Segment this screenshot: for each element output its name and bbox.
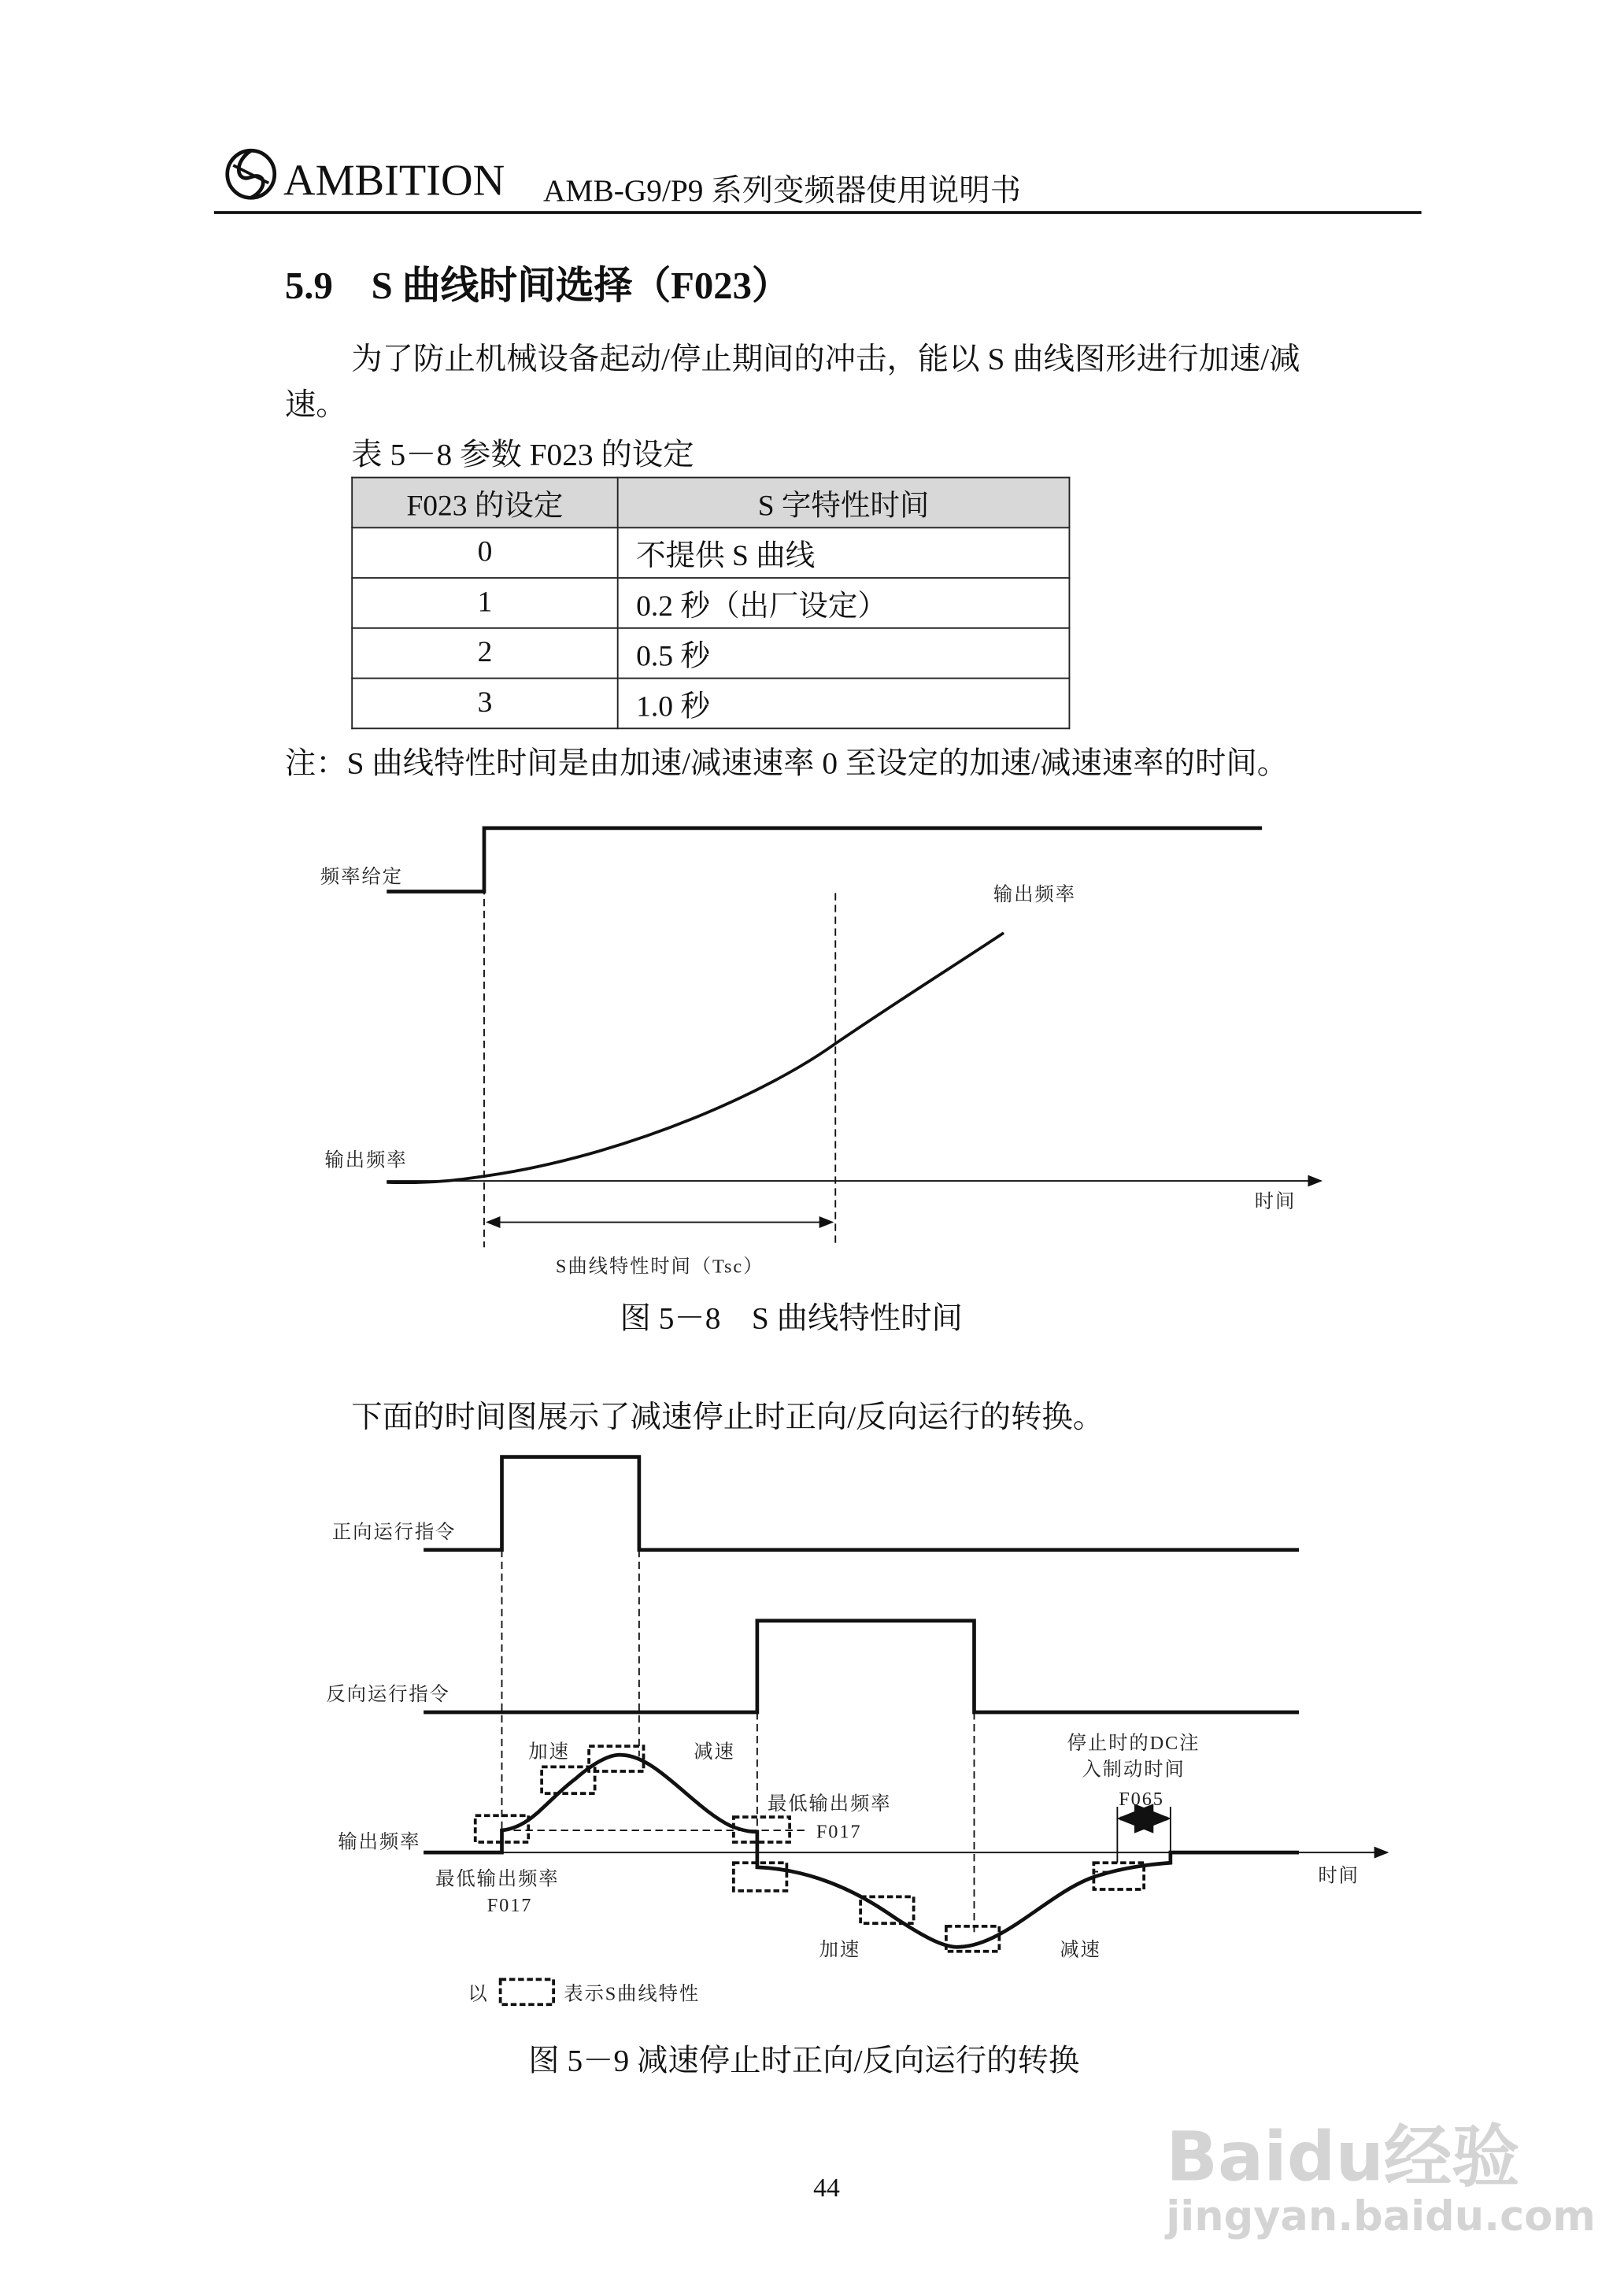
label-min-freq: 最低输出频率 — [768, 1793, 892, 1815]
label-reverse: 反向运行指令 — [326, 1684, 450, 1706]
figure-5-8 — [320, 828, 1321, 1277]
legend-text: 表示S曲线特性 — [564, 1983, 701, 2005]
label-accel: 加速 — [528, 1741, 570, 1763]
table-cell: 2 — [352, 628, 618, 679]
figure-caption: 图 5－9 减速停止时正向/反向运行的转换 — [528, 2043, 1080, 2078]
baidu-watermark: Baidu经验 — [1166, 2116, 1520, 2196]
output-frequency-curve — [387, 933, 1004, 1182]
label-forward: 正向运行指令 — [331, 1521, 457, 1543]
table-cell: 1.0 秒 — [618, 679, 1070, 729]
label-accel: 加速 — [819, 1939, 861, 1961]
reverse-command-signal — [424, 1621, 1299, 1712]
paragraph-line: 为了防止机械设备起动/停止期间的冲击，能以 S 曲线图形进行加速/减 — [351, 341, 1300, 377]
table-caption: 表 5－8 参数 F023 的设定 — [351, 437, 694, 472]
label-min-freq: 最低输出频率 — [435, 1868, 560, 1890]
label-output: 输出频率 — [338, 1831, 421, 1853]
label-dc-brake: 入制动时间 — [1082, 1759, 1186, 1781]
label-output-top: 输出频率 — [993, 883, 1076, 905]
figure-5-9 — [326, 1457, 1387, 2005]
table-cell: 0 — [352, 527, 618, 578]
table-cell: 0.2 秒（出厂设定） — [618, 578, 1070, 628]
paragraph: 下面的时间图展示了减速停止时正向/反向运行的转换。 — [351, 1399, 1104, 1435]
table-header-cell: S 字特性时间 — [618, 478, 1070, 528]
header-subtitle: AMB-G9/P9 系列变频器使用说明书 — [543, 172, 1022, 209]
label-decel: 减速 — [1060, 1939, 1101, 1961]
table-cell: 1 — [352, 578, 618, 628]
legend-marker — [501, 1979, 554, 2004]
label-output: 输出频率 — [324, 1149, 408, 1171]
label-freq-ref: 频率给定 — [320, 866, 403, 888]
label-time: 时间 — [1254, 1190, 1297, 1212]
table-cell: 3 — [352, 679, 618, 729]
figure-caption: 图 5－8 S 曲线特性时间 — [620, 1300, 963, 1336]
table-header-cell: F023 的设定 — [352, 478, 618, 528]
baidu-watermark-url: jingyan.baidu.com — [1166, 2192, 1596, 2241]
table-note: 注：S 曲线特性时间是由加速/减速速率 0 至设定的加速/减速速率的时间。 — [284, 745, 1289, 781]
label-tsc: S曲线特性时间（Tsc） — [555, 1256, 764, 1278]
forward-command-signal — [424, 1457, 1299, 1550]
legend-prefix: 以 — [468, 1983, 489, 2005]
label-f017: F017 — [816, 1821, 862, 1843]
page-number: 44 — [813, 2173, 840, 2203]
section-title: 5.9 S 曲线时间选择（F023） — [284, 264, 790, 307]
table-cell: 不提供 S 曲线 — [618, 527, 1070, 578]
label-f017: F017 — [486, 1895, 533, 1917]
brand-name: AMBITION — [283, 156, 505, 205]
paragraph-line: 速。 — [284, 387, 347, 423]
label-f065: F065 — [1119, 1789, 1164, 1811]
freq-reference-step — [387, 828, 1262, 892]
label-dc-brake: 停止时的DC注 — [1067, 1732, 1200, 1754]
label-time: 时间 — [1318, 1865, 1359, 1887]
label-decel: 减速 — [694, 1741, 735, 1763]
table-cell: 0.5 秒 — [618, 628, 1070, 679]
